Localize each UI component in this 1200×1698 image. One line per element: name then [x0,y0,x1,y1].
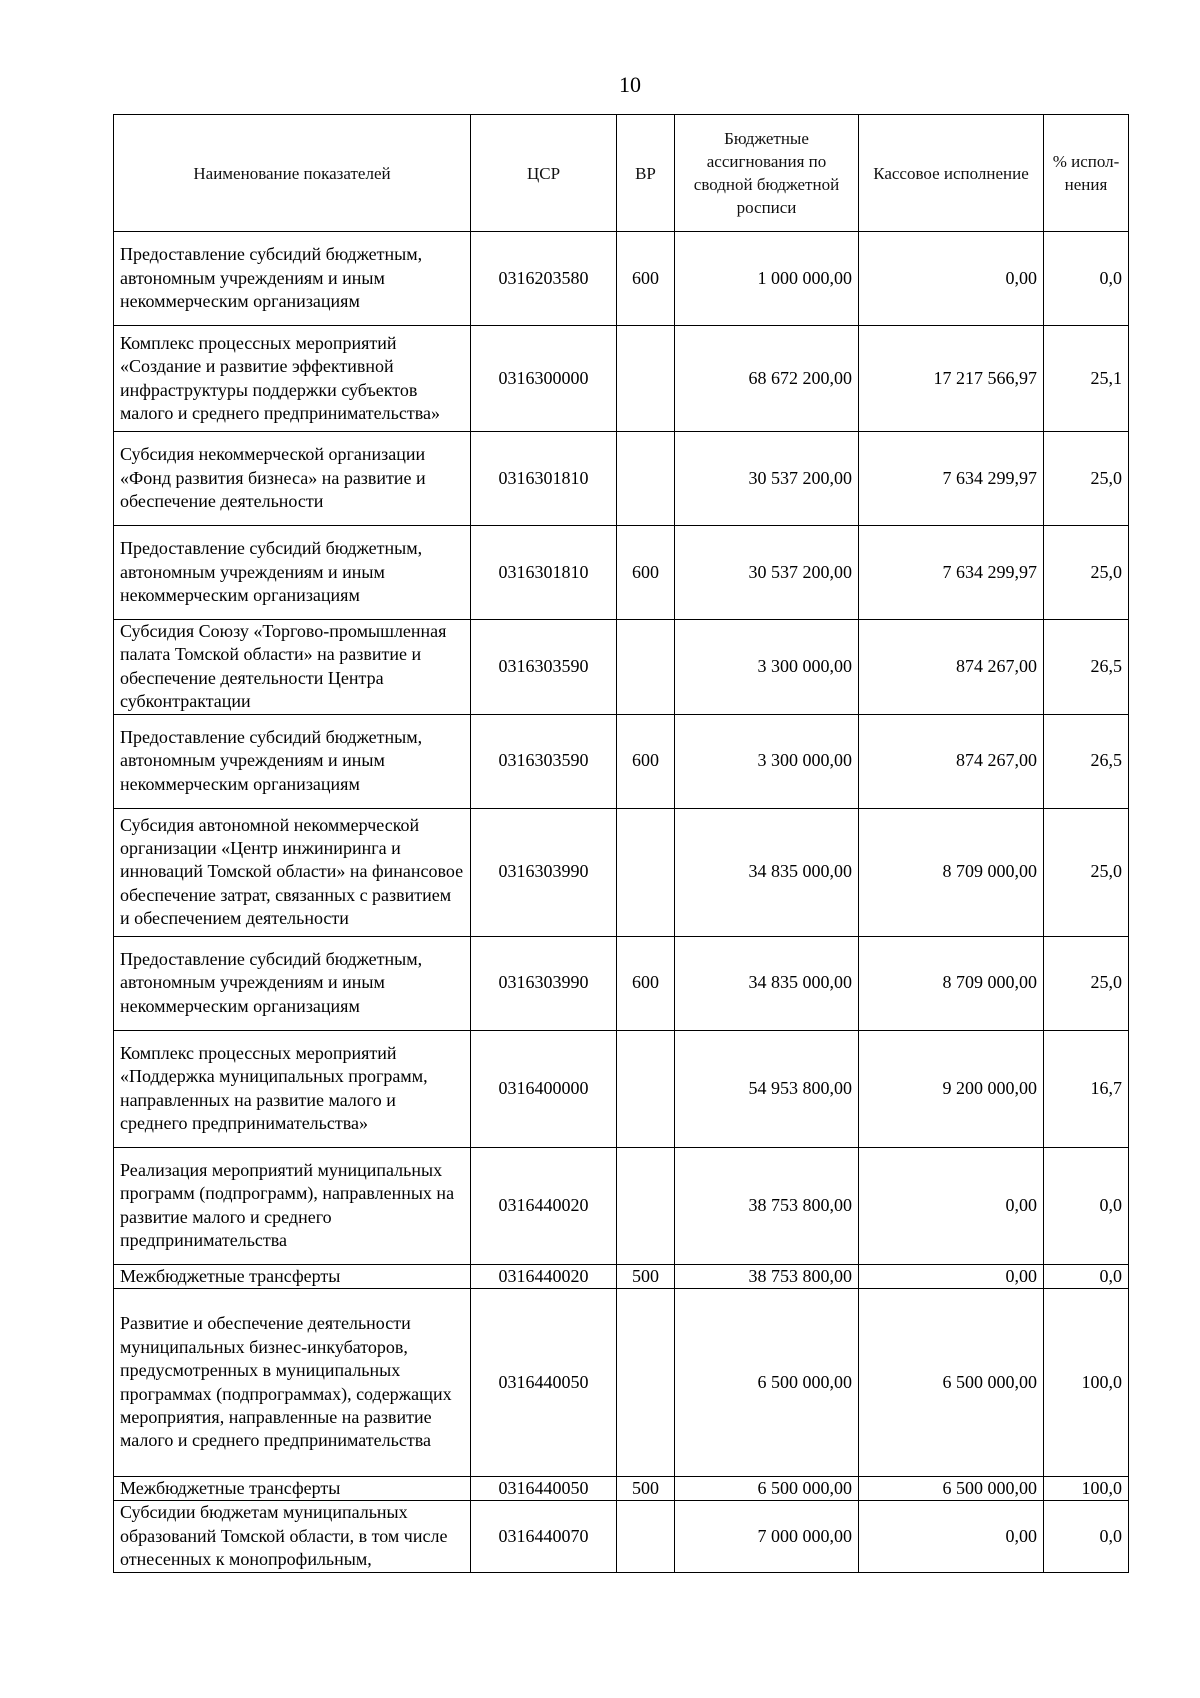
execution-percent-cell: 100,0 [1044,1477,1129,1501]
budget-allocation-cell: 30 537 200,00 [675,526,859,620]
cash-execution-cell: 6 500 000,00 [859,1289,1044,1477]
vr-code-cell [617,808,675,936]
table-row [114,808,1129,936]
table-row [114,1030,1129,1147]
indicator-name-cell: Межбюджетные трансферты [114,1477,471,1501]
vr-code-cell [617,1501,675,1572]
csr-code-cell: 0316300000 [471,326,617,432]
cash-execution-cell: 6 500 000,00 [859,1477,1044,1501]
execution-percent-cell: 0,0 [1044,232,1129,326]
vr-code-cell [617,620,675,715]
table-row [114,1264,1129,1288]
table-header-row [114,115,1129,232]
execution-percent-cell: 100,0 [1044,1289,1129,1477]
table-row [114,714,1129,808]
indicator-name-cell: Субсидии бюджетам муниципальных образований Томской области, в том числе отнесенных к монопрофильным, [114,1501,471,1572]
cash-execution-cell: 874 267,00 [859,620,1044,715]
vr-code-cell: 500 [617,1477,675,1501]
vr-code-cell: 600 [617,232,675,326]
execution-percent-cell: 25,0 [1044,526,1129,620]
vr-code-cell: 600 [617,526,675,620]
execution-percent-cell: 26,5 [1044,620,1129,715]
table-row [114,326,1129,432]
execution-percent-cell: 25,0 [1044,936,1129,1030]
execution-percent-cell: 0,0 [1044,1501,1129,1572]
budget-allocation-cell: 34 835 000,00 [675,808,859,936]
cash-execution-cell: 7 634 299,97 [859,526,1044,620]
cash-execution-cell: 0,00 [859,1147,1044,1264]
header-name: Наименование показателей [114,115,471,232]
table-row [114,1477,1129,1501]
cash-execution-cell: 0,00 [859,1264,1044,1288]
cash-execution-cell: 0,00 [859,232,1044,326]
csr-code-cell: 0316303990 [471,808,617,936]
budget-allocation-cell: 68 672 200,00 [675,326,859,432]
indicator-name-cell: Межбюджетные трансферты [114,1264,471,1288]
cash-execution-cell: 8 709 000,00 [859,808,1044,936]
vr-code-cell [617,1030,675,1147]
table-body [114,232,1129,1573]
csr-code-cell: 0316440070 [471,1501,617,1572]
budget-allocation-cell: 38 753 800,00 [675,1264,859,1288]
csr-code-cell: 0316301810 [471,432,617,526]
table-row [114,232,1129,326]
indicator-name-cell: Развитие и обеспечение деятельности муниципальных бизнес-инкубаторов, предусмотренных в муниципальных программах (подпрограммах), содержащих мероприятия, направленные на развитие малого и среднего предпринимательства [114,1289,471,1477]
indicator-name-cell: Предоставление субсидий бюджетным, автономным учреждениям и иным некоммерческим организациям [114,936,471,1030]
cash-execution-cell: 7 634 299,97 [859,432,1044,526]
csr-code-cell: 0316440020 [471,1147,617,1264]
csr-code-cell: 0316303590 [471,620,617,715]
header-budget: Бюджетные ассигнования по сводной бюджетной росписи [675,115,859,232]
budget-allocation-cell: 3 300 000,00 [675,620,859,715]
execution-percent-cell: 16,7 [1044,1030,1129,1147]
indicator-name-cell: Предоставление субсидий бюджетным, автономным учреждениям и иным некоммерческим организациям [114,232,471,326]
header-vr: ВР [617,115,675,232]
execution-percent-cell: 26,5 [1044,714,1129,808]
csr-code-cell: 0316440050 [471,1477,617,1501]
execution-percent-cell: 0,0 [1044,1264,1129,1288]
table-row [114,1147,1129,1264]
budget-allocation-cell: 34 835 000,00 [675,936,859,1030]
csr-code-cell: 0316400000 [471,1030,617,1147]
table-row [114,620,1129,715]
cash-execution-cell: 8 709 000,00 [859,936,1044,1030]
budget-allocation-cell: 7 000 000,00 [675,1501,859,1572]
budget-allocation-cell: 30 537 200,00 [675,432,859,526]
vr-code-cell: 500 [617,1264,675,1288]
csr-code-cell: 0316440050 [471,1289,617,1477]
vr-code-cell [617,432,675,526]
cash-execution-cell: 9 200 000,00 [859,1030,1044,1147]
csr-code-cell: 0316301810 [471,526,617,620]
budget-allocation-cell: 38 753 800,00 [675,1147,859,1264]
indicator-name-cell: Субсидия некоммерческой организации «Фонд развития бизнеса» на развитие и обеспечение деятельности [114,432,471,526]
table-row [114,1289,1129,1477]
csr-code-cell: 0316440020 [471,1264,617,1288]
indicator-name-cell: Реализация мероприятий муниципальных программ (подпрограмм), направленных на развитие малого и среднего предпринимательства [114,1147,471,1264]
table-row [114,432,1129,526]
execution-percent-cell: 25,0 [1044,808,1129,936]
table-row [114,936,1129,1030]
budget-allocation-cell: 6 500 000,00 [675,1289,859,1477]
cash-execution-cell: 0,00 [859,1501,1044,1572]
execution-percent-cell: 25,0 [1044,432,1129,526]
cash-execution-cell: 17 217 566,97 [859,326,1044,432]
csr-code-cell: 0316303990 [471,936,617,1030]
indicator-name-cell: Предоставление субсидий бюджетным, автономным учреждениям и иным некоммерческим организациям [114,714,471,808]
vr-code-cell [617,1147,675,1264]
indicator-name-cell: Комплекс процессных мероприятий «Поддержка муниципальных программ, направленных на развитие малого и среднего предпринимательства» [114,1030,471,1147]
table-row [114,526,1129,620]
budget-execution-table [113,114,1129,1573]
vr-code-cell: 600 [617,936,675,1030]
header-pct: % испол-нения [1044,115,1129,232]
csr-code-cell: 0316203580 [471,232,617,326]
table-row [114,1501,1129,1572]
page-number: 10 [619,72,641,97]
execution-percent-cell: 25,1 [1044,326,1129,432]
vr-code-cell [617,1289,675,1477]
indicator-name-cell: Комплекс процессных мероприятий «Создание и развитие эффективной инфраструктуры поддержки субъектов малого и среднего предпринимательства» [114,326,471,432]
budget-allocation-cell: 6 500 000,00 [675,1477,859,1501]
csr-code-cell: 0316303590 [471,714,617,808]
vr-code-cell [617,326,675,432]
execution-percent-cell: 0,0 [1044,1147,1129,1264]
cash-execution-cell: 874 267,00 [859,714,1044,808]
budget-allocation-cell: 1 000 000,00 [675,232,859,326]
header-csr: ЦСР [471,115,617,232]
indicator-name-cell: Предоставление субсидий бюджетным, автономным учреждениям и иным некоммерческим организациям [114,526,471,620]
indicator-name-cell: Субсидия автономной некоммерческой организации «Центр инжиниринга и инноваций Томской области» на финансовое обеспечение затрат, связанных с развитием и обеспечением деятельности [114,808,471,936]
indicator-name-cell: Субсидия Союзу «Торгово-промышленная палата Томской области» на развитие и обеспечение деятельности Центра субконтрактации [114,620,471,715]
budget-allocation-cell: 3 300 000,00 [675,714,859,808]
vr-code-cell: 600 [617,714,675,808]
budget-allocation-cell: 54 953 800,00 [675,1030,859,1147]
header-cash: Кассовое исполнение [859,115,1044,232]
